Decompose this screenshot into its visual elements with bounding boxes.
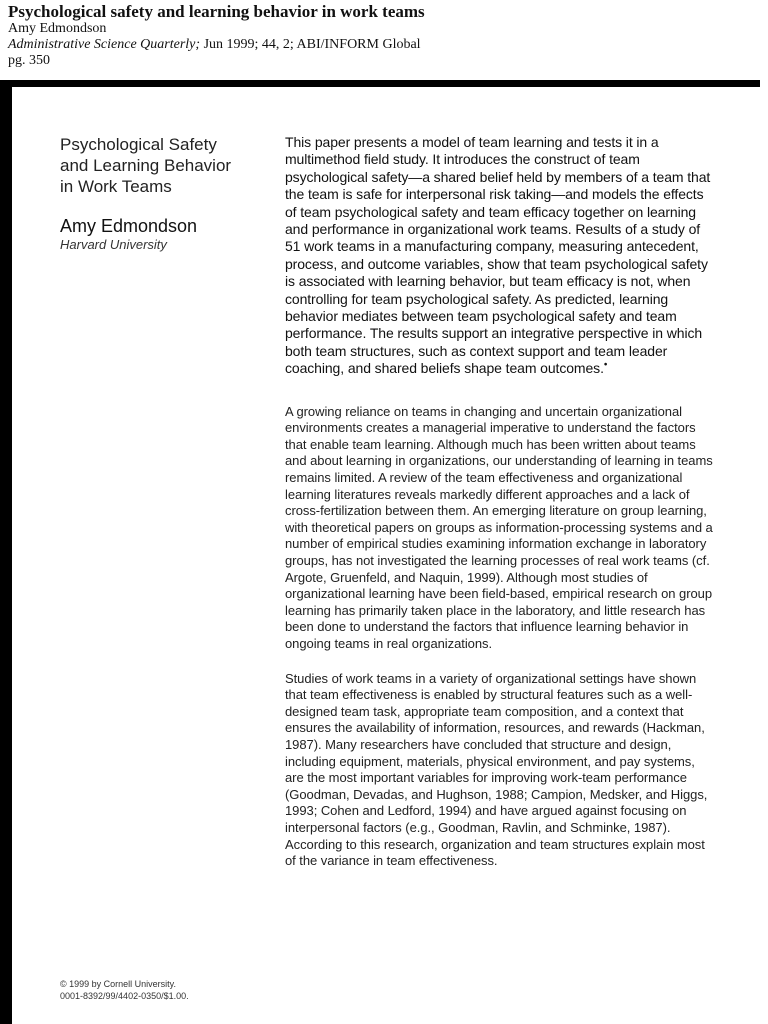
body-paragraph: Studies of work teams in a variety of organizational settings have shown that team effectiveness is enabled by structural features such as a well-designed team task, appropriate team composition, and a context that ensures the availability of information, resources, and rewards (Hackman, 1987). Many researchers have concluded that structure and design, including equipment, materials, physical environment, and pay systems, are the most important variables for improving work-team performance (Goodman, Devadas, and Hughson, 1988; Campion, Medsker, and Higgs, 1993; Cohen and Ledford, 1994) and have argued against focusing on interpersonal factors (e.g., Goodman, Ravlin, and Schminke, 1987). According to this research, organization and team structures explain most of the variance in team effectiveness. (285, 670, 708, 869)
scan-margin-bar (0, 80, 12, 1024)
abstract-footnote-mark: • (603, 359, 608, 371)
article-title-line: and Learning Behavior (60, 156, 232, 175)
header-page: pg. 350 (8, 53, 50, 68)
copyright-line: © 1999 by Cornell University. (60, 979, 177, 989)
article-author: Amy Edmondson (60, 216, 198, 236)
article-title-line: in Work Teams (60, 177, 172, 196)
header-title: Psychological safety and learning behavior in work teams (8, 2, 425, 21)
body-paragraph: A growing reliance on teams in changing and uncertain organizational environments creates a managerial imperative to understand the factors that enable team learning. Although much has been written about teams and about learning in organizations, our understanding of learning in teams remains limited. A review of the team effectiveness and organizational learning literatures reveals markedly different approaches and a lack of cross-fertilization between them. An emerging literature on group learning, with theoretical papers on groups as information-processing systems and a number of empirical studies examining information exchange in laboratory groups, has not investigated the learning processes of real work teams (cf. Argote, Gruenfeld, and Naquin, 1999). Although most studies of organizational learning have been field-based, empirical research on group learning has primarily taken place in the laboratory, and little research has been done to understand the factors that influence learning behavior in ongoing teams in real organizations. (285, 403, 713, 651)
header-citation-details: Jun 1999; 44, 2; ABI/INFORM Global (200, 37, 421, 52)
header-rule (0, 80, 760, 87)
left-column (60, 134, 260, 253)
header-citation (8, 37, 748, 53)
abstract (285, 134, 717, 378)
header-author: Amy Edmondson (8, 21, 107, 36)
author-affiliation: Harvard University (60, 237, 167, 252)
issn-line: 0001-8392/99/4402-0350/$1.00. (60, 991, 189, 1001)
right-column (285, 134, 717, 870)
document-header (8, 2, 748, 69)
header-journal: Administrative Science Quarterly; (8, 37, 201, 52)
abstract-text: This paper presents a model of team learning and tests it in a multimethod field study. It introduces the construct of team psychological safety—a shared belief held by members of a team that the team is safe for interpersonal risk taking—and models the effects of team psychological safety and team efficacy together on learning and performance in organizational work teams. Results of a study of 51 work teams in a manufacturing company, measuring antecedent, process, and outcome variables, show that team psychological safety is associated with learning behavior, but team efficacy is not, when controlling for team psychological safety. As predicted, learning behavior mediates between team psychological safety and team performance. The results support an integrative perspective in which both team structures, such as context support and team leader coaching, and shared beliefs shape team outcomes. (285, 134, 711, 377)
article-title-line: Psychological Safety (60, 135, 217, 154)
copyright-notice (60, 978, 260, 1002)
article-title (60, 134, 260, 197)
